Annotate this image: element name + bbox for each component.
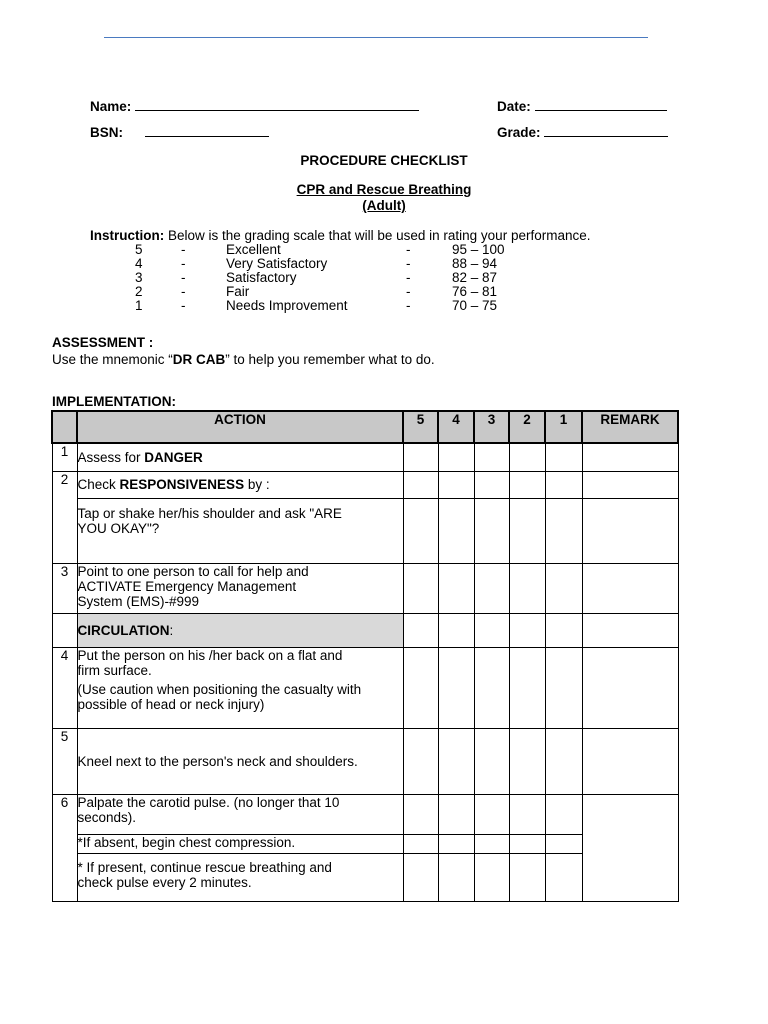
scale-rating: Very Satisfactory	[226, 256, 328, 271]
score-4-cell[interactable]	[438, 563, 474, 613]
action-text: by :	[244, 477, 270, 492]
instruction-label: Instruction:	[90, 228, 165, 243]
remark-cell[interactable]	[582, 563, 678, 613]
scale-score: 1	[135, 298, 143, 313]
score-3-cell[interactable]	[474, 443, 509, 471]
score-1-cell[interactable]	[545, 613, 582, 647]
score-1-cell[interactable]	[545, 834, 582, 853]
score-3-cell[interactable]	[474, 728, 509, 794]
table-row	[52, 563, 678, 613]
score-4-cell[interactable]	[438, 443, 474, 471]
instruction-text	[90, 228, 590, 243]
score-5-cell[interactable]	[403, 498, 438, 563]
scale-range: 82 – 87	[452, 270, 498, 285]
action-text: seconds).	[77, 809, 137, 825]
score-1-cell[interactable]	[545, 647, 582, 728]
bsn-field	[90, 125, 269, 140]
action-text: *If absent, begin chest compression.	[77, 834, 296, 850]
score-3-cell[interactable]	[474, 794, 509, 834]
action-text: Kneel next to the person's neck and shoulders.	[77, 753, 358, 769]
header-action: ACTION	[77, 411, 403, 443]
score-4-cell[interactable]	[438, 613, 474, 647]
action-cell	[77, 834, 403, 853]
bsn-blank[interactable]	[145, 125, 269, 137]
score-2-cell[interactable]	[509, 794, 545, 834]
scale-score: 3	[135, 270, 143, 285]
score-2-cell[interactable]	[509, 647, 545, 728]
score-2-cell[interactable]	[509, 853, 545, 901]
score-2-cell[interactable]	[509, 471, 545, 498]
scale-score: 2	[135, 284, 143, 299]
score-5-cell[interactable]	[403, 613, 438, 647]
name-field	[90, 99, 419, 114]
scale-score: 5	[135, 242, 143, 257]
score-5-cell[interactable]	[403, 471, 438, 498]
table-row	[52, 471, 678, 498]
action-text: YOU OKAY"?	[77, 520, 160, 536]
row-number: 1	[52, 443, 77, 471]
score-5-cell[interactable]	[403, 728, 438, 794]
action-cell	[77, 443, 403, 471]
assessment-text	[52, 352, 435, 367]
remark-cell[interactable]	[582, 443, 678, 471]
table-row	[52, 728, 678, 794]
scale-dash: -	[181, 270, 186, 285]
name-blank[interactable]	[135, 99, 419, 111]
score-3-cell[interactable]	[474, 647, 509, 728]
table-row	[52, 443, 678, 471]
scale-rating: Fair	[226, 284, 250, 299]
implementation-heading: IMPLEMENTATION:	[52, 394, 176, 409]
action-cell	[77, 794, 403, 834]
scale-dash: -	[181, 284, 186, 299]
action-text: possible of head or neck injury)	[77, 696, 265, 712]
score-3-cell[interactable]	[474, 563, 509, 613]
action-cell	[77, 498, 403, 563]
header-num-cell	[52, 411, 77, 443]
remark-cell[interactable]	[582, 498, 678, 563]
action-cell	[77, 647, 403, 728]
action-text: Check	[77, 477, 120, 492]
score-3-cell[interactable]	[474, 834, 509, 853]
score-2-cell[interactable]	[509, 834, 545, 853]
date-field	[497, 99, 667, 114]
action-bold: RESPONSIVENESS	[119, 477, 245, 492]
action-text: (Use caution when positioning the casualty with	[77, 681, 362, 697]
score-3-cell[interactable]	[474, 613, 509, 647]
scale-dash: -	[181, 298, 186, 313]
scale-range: 76 – 81	[452, 284, 498, 299]
assessment-heading: ASSESSMENT :	[52, 335, 154, 350]
action-text: check pulse every 2 minutes.	[77, 874, 252, 890]
grade-field	[497, 125, 668, 140]
score-2-cell[interactable]	[509, 563, 545, 613]
action-text: System (EMS)-#999	[77, 593, 200, 609]
score-4-cell[interactable]	[438, 471, 474, 498]
page-title: PROCEDURE CHECKLIST	[300, 153, 468, 168]
action-text: Tap or shake her/his shoulder and ask "ARE	[77, 505, 342, 521]
action-text: Put the person on his /her back on a flat and	[77, 647, 343, 663]
action-text: ACTIVATE Emergency Management	[77, 578, 297, 594]
action-bold: DANGER	[144, 449, 203, 465]
header-score-3: 3	[474, 411, 509, 443]
row-number-empty	[52, 613, 77, 647]
table-row	[52, 647, 678, 728]
table-row	[52, 794, 678, 834]
score-4-cell[interactable]	[438, 853, 474, 901]
action-cell	[77, 853, 403, 901]
header-remark: REMARK	[582, 411, 678, 443]
score-3-cell[interactable]	[474, 853, 509, 901]
remark-cell[interactable]	[582, 728, 678, 794]
section-heading: CIRCULATION	[77, 622, 170, 638]
remark-cell[interactable]	[582, 613, 678, 647]
action-cell	[77, 471, 403, 498]
table-row	[52, 498, 678, 563]
scale-rating: Excellent	[226, 242, 281, 257]
header-score-5: 5	[403, 411, 438, 443]
name-label: Name:	[90, 99, 132, 114]
assessment-text-after: ” to help you remember what to do.	[225, 352, 435, 367]
scale-range: 88 – 94	[452, 256, 498, 271]
score-3-cell[interactable]	[474, 471, 509, 498]
score-1-cell[interactable]	[545, 794, 582, 834]
scale-rating: Needs Improvement	[226, 298, 348, 313]
score-5-cell[interactable]	[403, 563, 438, 613]
remark-cell[interactable]	[582, 794, 678, 901]
action-cell	[77, 563, 403, 613]
remark-cell[interactable]	[582, 647, 678, 728]
header-score-1: 1	[545, 411, 582, 443]
section-heading-colon: :	[169, 622, 174, 638]
scale-dash: -	[406, 284, 411, 299]
table-row	[52, 613, 678, 647]
score-1-cell[interactable]	[545, 498, 582, 563]
score-4-cell[interactable]	[438, 728, 474, 794]
score-2-cell[interactable]	[509, 498, 545, 563]
score-1-cell[interactable]	[545, 853, 582, 901]
score-2-cell[interactable]	[509, 728, 545, 794]
remark-cell[interactable]	[582, 471, 678, 498]
score-4-cell[interactable]	[438, 834, 474, 853]
action-cell	[77, 728, 403, 794]
scale-score: 4	[135, 256, 143, 271]
scale-dash: -	[406, 298, 411, 313]
row-number: 6	[52, 794, 77, 901]
bsn-label: BSN:	[90, 125, 123, 140]
action-text: firm surface.	[77, 662, 152, 678]
score-5-cell[interactable]	[403, 853, 438, 901]
score-4-cell[interactable]	[438, 647, 474, 728]
score-5-cell[interactable]	[403, 647, 438, 728]
scale-dash: -	[406, 242, 411, 257]
grade-label: Grade:	[497, 125, 541, 140]
scale-dash: -	[406, 256, 411, 271]
scale-dash: -	[181, 256, 186, 271]
date-label: Date:	[497, 99, 531, 114]
action-text: Palpate the carotid pulse. (no longer that 10	[77, 794, 340, 810]
subtitle-line-2: (Adult)	[362, 198, 406, 213]
row-number: 5	[52, 728, 77, 794]
score-1-cell[interactable]	[545, 563, 582, 613]
score-5-cell[interactable]	[403, 794, 438, 834]
row-number: 2	[52, 471, 77, 563]
row-number: 4	[52, 647, 77, 728]
section-heading-cell	[77, 613, 403, 647]
checklist-table	[51, 410, 679, 902]
score-4-cell[interactable]	[438, 498, 474, 563]
scale-range: 70 – 75	[452, 298, 498, 313]
mnemonic: DR CAB	[172, 352, 226, 367]
grade-blank[interactable]	[544, 125, 668, 137]
score-1-cell[interactable]	[545, 728, 582, 794]
scale-dash: -	[406, 270, 411, 285]
header-score-4: 4	[438, 411, 474, 443]
action-text: * If present, continue rescue breathing and	[77, 859, 332, 875]
scale-range: 95 – 100	[452, 242, 505, 257]
score-5-cell[interactable]	[403, 834, 438, 853]
score-2-cell[interactable]	[509, 613, 545, 647]
score-1-cell[interactable]	[545, 443, 582, 471]
score-3-cell[interactable]	[474, 498, 509, 563]
assessment-text-before: Use the mnemonic “	[52, 352, 173, 367]
score-1-cell[interactable]	[545, 471, 582, 498]
action-text: Assess for	[77, 449, 145, 465]
subtitle-line-1: CPR and Rescue Breathing	[296, 182, 472, 197]
score-4-cell[interactable]	[438, 794, 474, 834]
date-blank[interactable]	[535, 99, 667, 111]
instruction-body: Below is the grading scale that will be used in rating your performance.	[164, 228, 591, 243]
header-rule	[104, 37, 648, 38]
row-number: 3	[52, 563, 77, 613]
table-header-row	[52, 411, 678, 443]
scale-dash: -	[181, 242, 186, 257]
score-5-cell[interactable]	[403, 443, 438, 471]
score-2-cell[interactable]	[509, 443, 545, 471]
action-text: Point to one person to call for help and	[77, 563, 309, 579]
header-score-2: 2	[509, 411, 545, 443]
scale-rating: Satisfactory	[226, 270, 297, 285]
